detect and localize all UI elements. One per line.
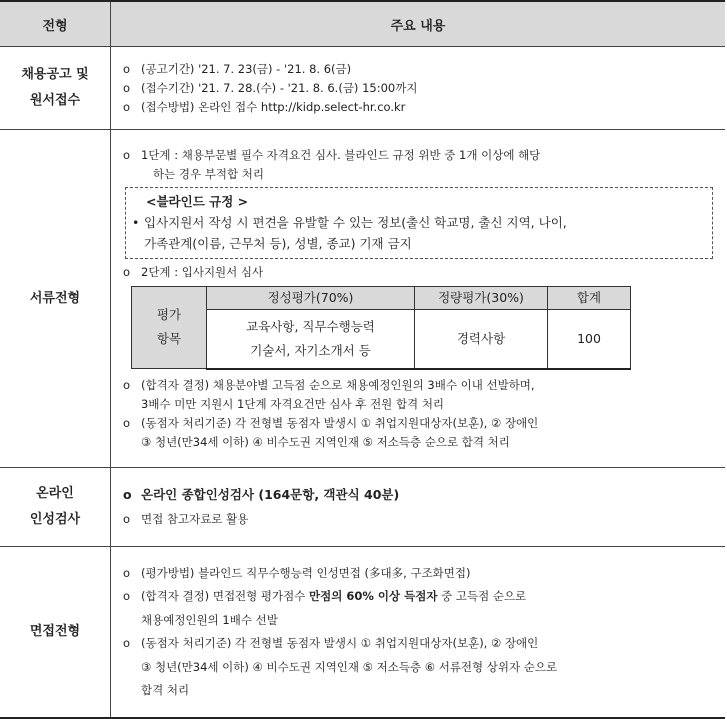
- interview-tie-text-cont: ③ 청년(만34세 이하) ④ 비수도권 지역인재 ⑤ 저소득층 ⑥ 서류전형 상위자 순으로: [141, 659, 558, 674]
- label-online-line2: 인성검사: [29, 512, 81, 527]
- eval-qualitative-items: [207, 309, 415, 369]
- row-recruit: [0, 47, 725, 130]
- eval-header-qualitative: 정성평가(70%): [207, 286, 415, 309]
- label-recruit-line2: 원서접수: [29, 93, 81, 108]
- row-document: [0, 130, 725, 468]
- tie-rule-text-cont: ③ 청년(만34세 이하) ④ 비수도권 지역인재 ⑤ 저소득층 순으로 합격 처리: [141, 434, 510, 449]
- bullet-icon: o: [123, 487, 132, 502]
- label-online-line1: 온라인: [36, 486, 74, 501]
- eval-qualitative-l2: 기술서, 자기소개서 등: [250, 342, 371, 358]
- interview-pass-emphasis: 만점의 60% 이상 득점자: [309, 589, 438, 603]
- bullet-icon: o: [123, 264, 131, 279]
- list-item: [123, 79, 725, 98]
- eval-side-label: [132, 286, 207, 369]
- blind-rule-text: 입사지원서 작성 시 편견을 유발할 수 있는 정보(출신 학교명, 출신 지역, 나이,: [144, 214, 567, 230]
- bullet-icon: o: [123, 99, 131, 114]
- pass-decision-text-cont: 3배수 미만 지원시 1단계 자격요건만 심사 후 전원 합격 처리: [141, 396, 445, 411]
- row-interview: [0, 547, 725, 719]
- eval-side-label-l2: 항목: [156, 331, 182, 347]
- interview-pass-text: [141, 585, 526, 609]
- content-online: [111, 468, 726, 547]
- tie-rule-text: (동점자 처리기준) 각 전형별 동점자 발생시 ① 취업지원대상자(보훈), ② 장애인: [141, 415, 539, 430]
- bullet-icon: o: [123, 636, 131, 650]
- blind-rule-text-cont: 가족관계(이름, 근무처 등), 성별, 종교) 기재 금지: [144, 235, 412, 251]
- evaluation-header-row: [132, 286, 631, 309]
- bullet-icon: o: [123, 565, 131, 580]
- eval-quantitative-items: 경력사항: [415, 309, 548, 369]
- bullet-icon: o: [123, 589, 131, 603]
- evaluation-table: [131, 286, 631, 370]
- label-document: 서류전형: [0, 130, 111, 468]
- application-period: (접수기간) '21. 7. 28.(수) - '21. 8. 6.(금) 15:00까지: [141, 80, 418, 95]
- eval-header-quantitative: 정량평가(30%): [415, 286, 548, 309]
- list-item: [123, 632, 725, 656]
- content-recruit: [111, 47, 726, 130]
- blind-rule-item: [132, 212, 706, 233]
- list-item: [123, 585, 725, 609]
- header-content: 주요 내용: [111, 1, 726, 47]
- step2-text: 2단계 : 입사지원서 심사: [141, 264, 264, 279]
- interview-tie-text-end: 합격 처리: [141, 683, 190, 697]
- list-item: [123, 146, 725, 165]
- dot-icon: •: [132, 214, 140, 230]
- list-item: [123, 263, 725, 282]
- interview-tie-text: (동점자 처리기준) 각 전형별 동점자 발생시 ① 취업지원대상자(보훈), ② 장애인: [141, 636, 539, 650]
- content-interview: [111, 547, 726, 719]
- application-method: (접수방법) 온라인 접수 http://kidp.select-hr.co.kr: [141, 99, 406, 114]
- list-item: [123, 98, 725, 117]
- bullet-icon: o: [123, 512, 131, 526]
- online-test-text: 온라인 종합인성검사 (164문항, 객관식 40분): [141, 487, 400, 502]
- table-header-row: [0, 1, 725, 47]
- interview-pass-pre: (합격자 결정) 면접전형 평가점수: [141, 589, 310, 603]
- blind-rule-title: <블라인드 규정 >: [146, 193, 249, 209]
- label-recruit-line1: 채용공고 및: [21, 67, 89, 82]
- bullet-icon: o: [123, 377, 131, 392]
- blind-rule-box: [125, 187, 713, 259]
- eval-side-label-l1: 평가: [156, 307, 182, 323]
- bullet-icon: o: [123, 147, 131, 162]
- eval-qualitative-l1: 교육사항, 직무수행능력: [246, 318, 375, 334]
- pass-decision-text: (합격자 결정) 채용분야별 고득점 순으로 채용예정인원의 3배수 이내 선발하며,: [141, 377, 535, 392]
- step1-text-cont: 하는 경우 부적합 처리: [153, 166, 264, 181]
- list-item: [123, 507, 725, 531]
- label-interview: 면접전형: [0, 547, 111, 719]
- label-online: [0, 468, 111, 547]
- interview-method: (평가방법) 블라인드 직무수행능력 인성면접 (多대多, 구조화면접): [141, 565, 471, 580]
- list-item: [123, 414, 725, 433]
- label-recruit: [0, 47, 111, 130]
- eval-header-total: 합계: [548, 286, 631, 309]
- header-stage: 전형: [0, 1, 111, 47]
- row-online: [0, 468, 725, 547]
- bullet-icon: o: [123, 80, 131, 95]
- eval-total-value: 100: [548, 309, 631, 369]
- content-document: [111, 130, 726, 468]
- interview-pass-post: 중 고득점 순으로: [437, 589, 527, 603]
- notice-period: (공고기간) '21. 7. 23(금) - '21. 8. 6(금): [141, 61, 352, 76]
- step1-text: 1단계 : 채용부문별 필수 자격요건 심사. 블라인드 규정 위반 중 1개 이상에 해당: [141, 147, 541, 162]
- interview-pass-text-cont: 채용예정인원의 1배수 선발: [141, 612, 278, 627]
- list-item: [123, 562, 725, 586]
- online-test-usage: 면접 참고자료로 활용: [141, 512, 249, 526]
- list-item: [123, 483, 725, 507]
- bullet-icon: o: [123, 415, 131, 430]
- bullet-icon: o: [123, 61, 131, 76]
- list-item: [123, 60, 725, 79]
- list-item: [123, 376, 725, 395]
- evaluation-value-row: [132, 309, 631, 369]
